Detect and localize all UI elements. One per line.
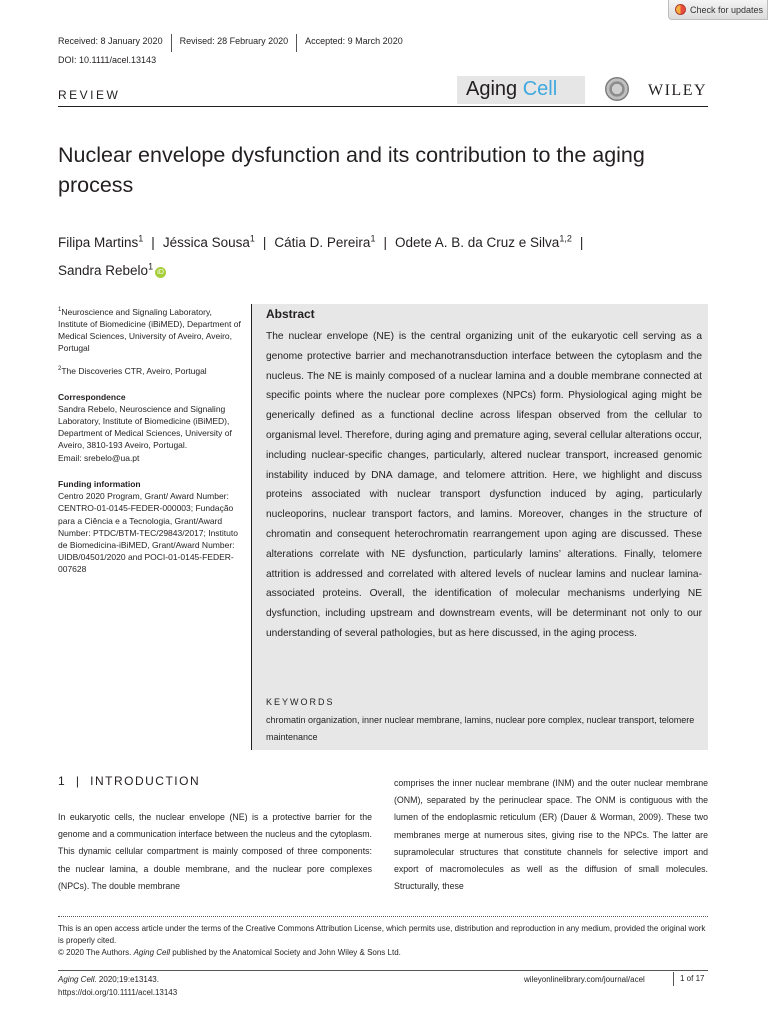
received-date: Received: 8 January 2020 bbox=[58, 34, 172, 52]
article-history bbox=[58, 34, 411, 52]
footer-rule bbox=[58, 970, 708, 971]
journal-name-part2: Cell bbox=[522, 78, 558, 100]
doi: DOI: 10.1111/acel.13143 bbox=[58, 55, 157, 65]
author[interactable]: Jéssica Sousa$^1$ bbox=[162, 233, 255, 250]
footnote-divider bbox=[58, 916, 708, 917]
author[interactable]: Cátia D. Pereira$^1$ bbox=[274, 233, 376, 250]
license-text: This is an open access article under the terms of the Creative Commons Attribution License, which permits use, distribution and reproduction in any medium, provided the original work is properly cited. bbox=[58, 924, 706, 945]
abstract-text: The nuclear envelope (NE) is the central organizing unit of the eukaryotic cell serving as a genome protective barrier and mechanotransduction interface between the cytoplasm and the nucleus. The NE is mainly composed of a nuclear lamina and a double membrane connected at specific points where the nuclear pore complexes (NPCs) form. Physiological aging might be generically defined as a functional decline across lifespan observed from the cellular to organismal level. Therefore, during aging and premature aging, several cellular alterations occur, including nuclear-specific changes, particularly, altered nuclear transport, increased genomic instability induced by DNA damage, and telomere attrition. Here, we highlight and discuss proteins associated with nuclear transport dysfunction induced by aging, particularly nucleoporins, nuclear transport factors, and lamins. Moreover, changes in the structure of chromatin and consequent heterochromatin rearrangement upon aging are discussed. These alterations correlate with NE dysfunction, particularly lamins’ alterations. Finally, telomere attrition is addressed and correlated with altered levels of nuclear lamins and nuclear lamina-associated proteins. Overall, the identification of molecular mechanisms underlying NE dysfunction, including upstream and downstream events, will be determinant not only to our understanding of several pathologies, but as here discussed, in the aging process. bbox=[266, 331, 702, 639]
funding-text: Centro 2020 Program, Grant/ Award Number: CENTRO-01-0145-FEDER-000003; Fundação para a Ciência e a Tecnologia, Grant/Award Number: PTDC/BTM-TEC/29843/2017; Instituto de Biomedicina-iBiMED, Grant/Award Number: UIDB/04501/2020 and POCI-01-0145-FEDER-007628 bbox=[58, 491, 238, 575]
section-label: REVIEW bbox=[58, 88, 121, 102]
update-badge-icon bbox=[675, 4, 686, 15]
journal-name bbox=[466, 78, 557, 101]
affiliation-1: $^1$Neuroscience and Signaling Laboratory, Institute of Biomedicine (iBiMED), Department of Medical Sciences, University of Aveiro, Aveiro, Portugal bbox=[58, 306, 241, 354]
check-for-updates-button[interactable] bbox=[668, 0, 768, 20]
keywords-heading: KEYWORDS bbox=[266, 697, 335, 707]
author-list: Filipa Martins$^1$ | Jéssica Sousa$^1$ | Cátia D. Pereira$^1$ | Odete A. B. da Cruz e Silva$^{1,2}$ | Sandra Rebelo$^1$iD bbox=[58, 233, 584, 278]
header-rule bbox=[58, 106, 708, 107]
society-seal-icon bbox=[605, 77, 629, 101]
author[interactable]: Sandra Rebelo$^1$ bbox=[58, 261, 154, 278]
article-info-sidebar bbox=[58, 304, 244, 584]
license-note: This is an open access article under the terms of the Creative Commons Attribution License, which permits use, distribution and reproduction in any medium, provided the original work is properly cited. © 2020 The Authors. Aging Cell published by the Anatomical Society and John Wiley & Sons Ltd. bbox=[58, 924, 706, 957]
accepted-date: Accepted: 9 March 2020 bbox=[305, 36, 403, 46]
author[interactable]: Filipa Martins$^1$ bbox=[58, 233, 144, 250]
article-title: Nuclear envelope dysfunction and its contribution to the aging process bbox=[58, 143, 645, 197]
revised-date: Revised: 28 February 2020 bbox=[172, 34, 298, 52]
abstract-divider bbox=[251, 304, 252, 750]
correspondence bbox=[58, 391, 244, 464]
journal-site-link[interactable]: wileyonlinelibrary.com/journal/acel bbox=[524, 975, 645, 984]
orcid-icon[interactable]: iD bbox=[155, 267, 166, 278]
doi-link[interactable]: https://doi.org/10.1111/acel.13143 bbox=[58, 988, 178, 997]
keywords: chromatin organization, inner nuclear membrane, lamins, nuclear pore complex, nuclear transport, telomere maintenance bbox=[266, 715, 695, 742]
body-text-column-1: In eukaryotic cells, the nuclear envelope (NE) is a protective barrier for the genome and a communication interface between the nucleus and the cytoplasm. This dynamic cellular compartment is mainly composed of three components: the nuclear lamina, a double membrane, and the nuclear pore complexes (NPCs). The double membrane bbox=[58, 812, 372, 891]
abstract-heading: Abstract bbox=[266, 307, 315, 321]
author[interactable]: Odete A. B. da Cruz e Silva$^{1,2}$ bbox=[394, 233, 572, 250]
affiliation-2: $^2$The Discoveries CTR, Aveiro, Portugal bbox=[58, 365, 207, 376]
funding-heading: Funding information bbox=[58, 478, 141, 489]
body-text-column-2: comprises the inner nuclear membrane (INM) and the outer nuclear membrane (ONM), separated by the perinuclear space. The ONM is contiguous with the lumen of the endoplasmic reticulum (ER) (Dauer & Worman, 2009). These two membranes merge at numerous sites, giving rise to the NPCs. The latter are supramolecular structures that constitute channels for selective import and export of macromolecules as well as the diffusion of small molecules. Structurally, these bbox=[394, 778, 708, 892]
email-link[interactable]: Email: srebelo@ua.pt bbox=[58, 452, 140, 463]
funding bbox=[58, 478, 244, 576]
correspondence-heading: Correspondence bbox=[58, 391, 126, 402]
publisher-logo: WILEY bbox=[648, 82, 708, 99]
page-number: 1 of 17 bbox=[673, 972, 704, 986]
journal-name-part1: Aging bbox=[466, 78, 518, 100]
section-heading-introduction: 1 | INTRODUCTION bbox=[58, 774, 201, 788]
check-for-updates-label: Check for updates bbox=[690, 4, 764, 15]
citation: Aging Cell. 2020;19:e13143. bbox=[58, 975, 159, 984]
correspondence-text: Sandra Rebelo, Neuroscience and Signaling Laboratory, Institute of Biomedicine (iBiMED), Department of Medical Sciences, University of Aveiro, 3810-193 Aveiro, Portugal. bbox=[58, 403, 232, 451]
